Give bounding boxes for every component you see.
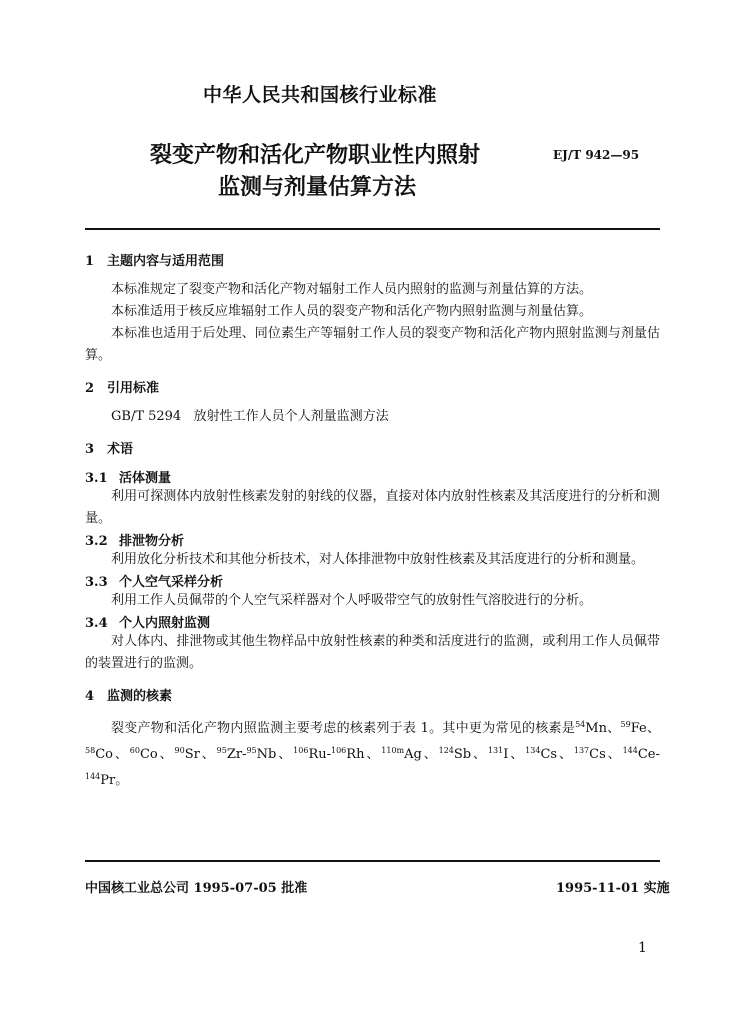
approval-line: 中国核工业总公司 1995-07-05 批准 (85, 881, 308, 896)
document-title (150, 140, 480, 204)
nuclide-item (439, 747, 472, 762)
nuclide-mass-number: 110m (381, 746, 405, 755)
nuclide-item (574, 747, 606, 762)
nuclide-symbol: Rh (346, 747, 365, 762)
nuclide-separator: 、 (646, 721, 660, 736)
standard-code: EJ/T 942—95 (553, 148, 640, 162)
term-definition: 对人体内、排泄物或其他生物样品中放射性核素的种类和活度进行的监测，或利用工作人员佩带的装置进行的监测。 (85, 634, 660, 671)
implementation-date: 1995-11-01 实施 (556, 881, 670, 896)
nuclide-symbol: Co (139, 747, 158, 762)
term-number: 3.2 (85, 534, 108, 549)
term-definition: 利用可探测体内放射性核素发射的射线的仪器，直接对体内放射性核素及其活度进行的分析和测量。 (85, 489, 660, 526)
nuclide-intro: 裂变产物和活化产物内照监测主要考虑的核素列于表 1。其中更为常见的核素是 (111, 721, 576, 736)
nuclide-mass-number: 134 (525, 746, 541, 755)
nuclide-item (621, 721, 647, 736)
paragraph: 本标准适用于核反应堆辐射工作人员的裂变产物和活化产物内照射监测与剂量估算。 (111, 304, 593, 319)
section-heading (85, 438, 660, 457)
reference-title: 放射性工作人员个人剂量监测方法 (193, 409, 389, 424)
nuclide-mass-number: 137 (573, 746, 590, 755)
section-heading (85, 685, 660, 704)
nuclide-symbol: Sr (184, 747, 200, 762)
section-title: 监测的核素 (107, 689, 173, 704)
standard-title: 中华人民共和国核行业标准 (203, 84, 438, 106)
term-heading (85, 571, 660, 590)
nuclide-separator: 、 (199, 747, 217, 762)
term-heading (85, 467, 660, 486)
term-title: 个人空气采样分析 (119, 575, 224, 590)
nuclide-separator: 、 (157, 747, 175, 762)
term-title: 活体测量 (119, 471, 172, 486)
section-heading (85, 250, 660, 269)
nuclide-item (575, 721, 607, 736)
nuclide-mass-number: 90 (174, 746, 185, 755)
term-number: 3.3 (85, 575, 108, 590)
section-3 (85, 438, 660, 675)
section-number: 3 (85, 442, 95, 457)
section-number: 1 (85, 254, 95, 269)
term-number: 3.1 (85, 471, 108, 486)
nuclide-symbol: Fe (630, 721, 647, 736)
paragraph: 本标准规定了裂变产物和活化产物对辐射工作人员内照射的监测与剂量估算的方法。 (111, 282, 593, 297)
nuclide-mass-number: 106 (331, 746, 347, 755)
sentence-end: 。 (115, 773, 129, 788)
nuclide-item (175, 747, 200, 762)
footer-divider (85, 860, 660, 862)
reference-code: GB/T 5294 (111, 409, 182, 424)
nuclide-item (85, 747, 113, 762)
term-definition: 利用工作人员佩带的个人空气采样器对个人呼吸带空气的放射性气溶胶进行的分析。 (111, 593, 593, 608)
nuclide-item (623, 747, 660, 762)
nuclide-mass-number: 106 (293, 746, 309, 755)
section-title: 术语 (107, 442, 134, 457)
nuclide-item (525, 747, 557, 762)
document-title-line1: 裂变产物和活化产物职业性内照射 (150, 143, 481, 168)
nuclide-item (246, 747, 276, 762)
nuclide-separator: 、 (276, 747, 294, 762)
term-number: 3.4 (85, 616, 108, 631)
nuclide-symbol: Pr (100, 773, 116, 788)
section-number: 4 (85, 689, 95, 704)
term-title: 排泄物分析 (119, 534, 185, 549)
term-title: 个人内照射监测 (119, 616, 211, 631)
nuclide-mass-number: 60 (129, 746, 140, 755)
reference-entry (85, 406, 660, 428)
page-number: 1 (638, 940, 647, 956)
nuclide-mass-number: 95 (216, 746, 227, 755)
section-2 (85, 377, 660, 428)
nuclide-separator: 、 (112, 747, 130, 762)
nuclide-separator: 、 (557, 747, 574, 762)
section-title: 主题内容与适用范围 (107, 254, 225, 269)
nuclide-item (85, 773, 115, 788)
document-title-line2: 监测与剂量估算方法 (218, 175, 417, 200)
nuclide-paragraph (85, 714, 660, 792)
section-number: 2 (85, 381, 95, 396)
nuclide-symbol: Mn (585, 721, 607, 736)
section-heading (85, 377, 660, 396)
nuclide-symbol: I (503, 747, 509, 762)
nuclide-item (293, 747, 331, 762)
nuclide-separator: 、 (605, 747, 623, 762)
nuclide-separator: 、 (421, 747, 439, 762)
nuclide-symbol: Nb (256, 747, 277, 762)
nuclide-mass-number: 124 (438, 746, 454, 755)
nuclide-item (488, 747, 508, 762)
term-heading (85, 530, 660, 549)
paragraph: 本标准也适用于后处理、同位素生产等辐射工作人员的裂变产物和活化产物内照射监测与剂量估算。 (85, 326, 660, 363)
nuclide-symbol: Ru- (308, 747, 331, 762)
nuclide-symbol: Co (95, 747, 113, 762)
nuclide-item (331, 747, 364, 762)
section-1 (85, 250, 660, 367)
nuclide-symbol: Ag (404, 747, 422, 762)
nuclide-symbol: Sb (453, 747, 472, 762)
nuclide-symbol: Ce- (637, 747, 660, 762)
nuclide-item (381, 747, 422, 762)
nuclide-separator: 、 (606, 721, 621, 736)
nuclide-symbol: Cs (589, 747, 606, 762)
document-body (85, 250, 660, 802)
nuclide-separator: 、 (364, 747, 382, 762)
nuclide-mass-number: 131 (487, 746, 504, 755)
term-definition: 利用放化分析技术和其他分析技术，对人体排泄物中放射性核素及其活度进行的分析和测量。 (111, 552, 645, 567)
nuclide-mass-number: 59 (620, 720, 631, 729)
nuclide-mass-number: 95 (246, 746, 257, 755)
nuclide-mass-number: 144 (622, 746, 638, 755)
nuclide-mass-number: 54 (575, 720, 586, 729)
term-heading (85, 612, 660, 631)
nuclide-mass-number: 58 (85, 746, 96, 755)
nuclide-separator: 、 (471, 747, 488, 762)
nuclide-separator: 、 (508, 747, 526, 762)
section-4 (85, 685, 660, 792)
section-title: 引用标准 (107, 381, 160, 396)
nuclide-symbol: Cs (540, 747, 558, 762)
nuclide-item (217, 747, 247, 762)
nuclide-symbol: Zr- (226, 747, 247, 762)
nuclide-item (130, 747, 158, 762)
nuclide-mass-number: 144 (85, 772, 101, 781)
header-divider (85, 228, 660, 230)
